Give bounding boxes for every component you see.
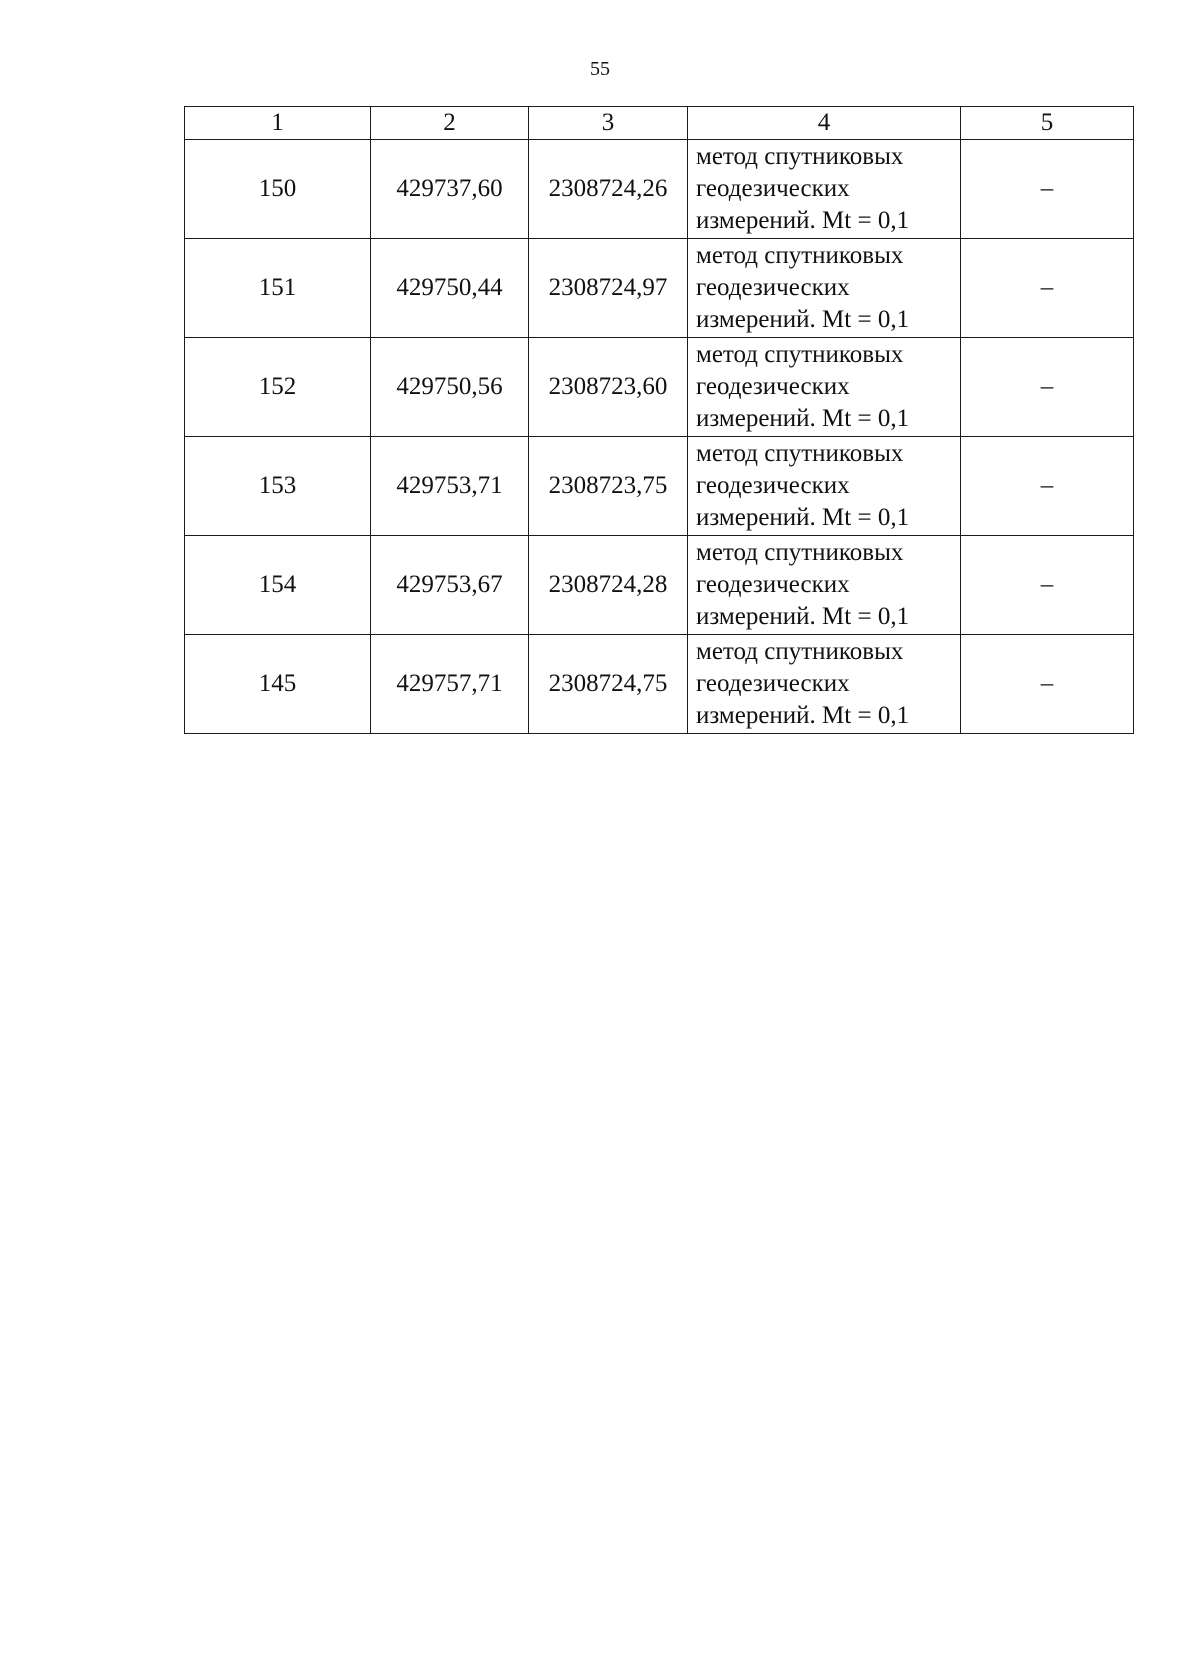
x-coordinate-cell: 429753,67	[371, 536, 529, 635]
y-coordinate-cell: 2308724,26	[529, 140, 688, 239]
method-cell: метод спутниковых геодезических измерений. Mt = 0,1	[688, 437, 961, 536]
column-header-1: 1	[185, 107, 371, 140]
point-number-cell: 153	[185, 437, 371, 536]
column-header-4: 4	[688, 107, 961, 140]
method-cell: метод спутниковых геодезических измерений. Mt = 0,1	[688, 239, 961, 338]
note-cell: –	[961, 536, 1134, 635]
x-coordinate-cell: 429750,44	[371, 239, 529, 338]
point-number-cell: 151	[185, 239, 371, 338]
note-cell: –	[961, 635, 1134, 734]
page-number: 55	[590, 58, 610, 80]
y-coordinate-cell: 2308724,97	[529, 239, 688, 338]
table-row	[185, 635, 1134, 734]
note-cell: –	[961, 140, 1134, 239]
method-cell: метод спутниковых геодезических измерений. Mt = 0,1	[688, 338, 961, 437]
table-row	[185, 437, 1134, 536]
y-coordinate-cell: 2308724,28	[529, 536, 688, 635]
table-row	[185, 239, 1134, 338]
y-coordinate-cell: 2308723,75	[529, 437, 688, 536]
method-cell: метод спутниковых геодезических измерений. Mt = 0,1	[688, 140, 961, 239]
method-cell: метод спутниковых геодезических измерений. Mt = 0,1	[688, 536, 961, 635]
x-coordinate-cell: 429737,60	[371, 140, 529, 239]
x-coordinate-cell: 429757,71	[371, 635, 529, 734]
point-number-cell: 145	[185, 635, 371, 734]
column-header-2: 2	[371, 107, 529, 140]
note-cell: –	[961, 338, 1134, 437]
table-row	[185, 140, 1134, 239]
point-number-cell: 154	[185, 536, 371, 635]
note-cell: –	[961, 239, 1134, 338]
x-coordinate-cell: 429750,56	[371, 338, 529, 437]
method-cell: метод спутниковых геодезических измерений. Mt = 0,1	[688, 635, 961, 734]
table-row	[185, 338, 1134, 437]
coordinates-table	[184, 106, 1134, 734]
note-cell: –	[961, 437, 1134, 536]
y-coordinate-cell: 2308723,60	[529, 338, 688, 437]
table-header-row	[185, 107, 1134, 140]
table-row	[185, 536, 1134, 635]
y-coordinate-cell: 2308724,75	[529, 635, 688, 734]
point-number-cell: 152	[185, 338, 371, 437]
point-number-cell: 150	[185, 140, 371, 239]
x-coordinate-cell: 429753,71	[371, 437, 529, 536]
column-header-5: 5	[961, 107, 1134, 140]
column-header-3: 3	[529, 107, 688, 140]
